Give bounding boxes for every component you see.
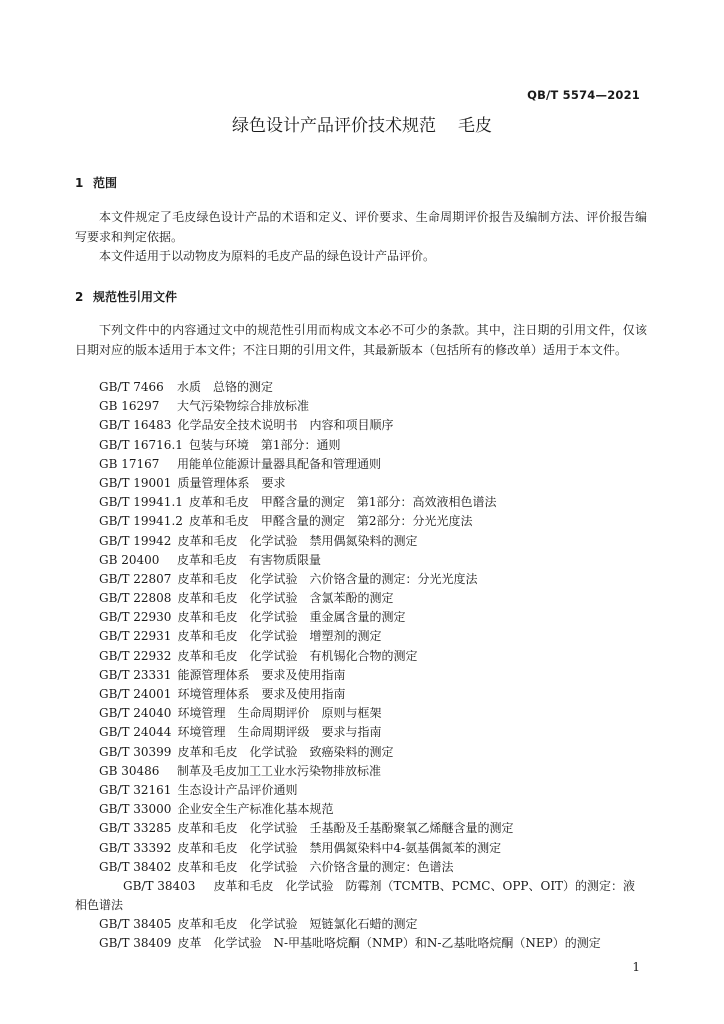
reference-item bbox=[75, 608, 647, 627]
section-1-number: 1 bbox=[75, 176, 84, 190]
reference-item bbox=[75, 877, 647, 915]
reference-item bbox=[75, 627, 647, 646]
reference-code: GB/T 38403 bbox=[123, 878, 196, 893]
reference-title: 企业安全生产标准化基本规范 bbox=[177, 802, 334, 817]
reference-code: GB 17167 bbox=[99, 456, 160, 471]
section-1-paragraph-1: 本文件规定了毛皮绿色设计产品的术语和定义、评价要求、生命周期评价报告及编制方法、评价报告编写要求和判定依据。 bbox=[75, 210, 647, 244]
reference-item bbox=[75, 934, 647, 953]
reference-title: 用能单位能源计量器具配备和管理通则 bbox=[177, 456, 382, 471]
section-1-paragraph-2: 本文件适用于以动物皮为原料的毛皮产品的绿色设计产品评价。 bbox=[99, 249, 436, 263]
reference-item bbox=[75, 743, 647, 762]
section-2-heading bbox=[75, 288, 177, 305]
reference-title: 制革及毛皮加工工业水污染物排放标准 bbox=[177, 763, 382, 778]
reference-code: GB/T 22932 bbox=[99, 648, 172, 663]
reference-title: 皮革 化学试验 N-甲基吡咯烷酮（NMP）和N-乙基吡咯烷酮（NEP）的测定 bbox=[177, 936, 601, 951]
reference-title: 皮革和毛皮 化学试验 含氯苯酚的测定 bbox=[177, 591, 394, 606]
section-2-number: 2 bbox=[75, 290, 84, 304]
reference-title: 皮革和毛皮 化学试验 增塑剂的测定 bbox=[177, 629, 382, 644]
reference-title: 皮革和毛皮 化学试验 短链氯化石蜡的测定 bbox=[177, 917, 418, 932]
reference-item bbox=[75, 704, 647, 723]
reference-code: GB 16297 bbox=[99, 399, 160, 414]
reference-code: GB/T 38405 bbox=[99, 917, 172, 932]
reference-code: GB/T 38402 bbox=[99, 859, 172, 874]
reference-code: GB/T 22931 bbox=[99, 629, 172, 644]
document-title bbox=[0, 111, 724, 136]
reference-item bbox=[75, 474, 647, 493]
reference-item bbox=[75, 493, 647, 512]
reference-item bbox=[75, 666, 647, 685]
reference-title: 水质 总铬的测定 bbox=[177, 380, 274, 394]
reference-title: 皮革和毛皮 化学试验 禁用偶氮染料的测定 bbox=[177, 533, 418, 548]
reference-item bbox=[75, 800, 647, 819]
reference-title: 环境管理 生命周期评级 要求与指南 bbox=[177, 725, 382, 740]
reference-code: GB/T 22808 bbox=[99, 591, 172, 606]
reference-code: GB/T 33000 bbox=[99, 802, 172, 817]
reference-title: 皮革和毛皮 化学试验 禁用偶氮染料中4-氨基偶氮苯的测定 bbox=[177, 840, 502, 855]
reference-title: 皮革和毛皮 有害物质限量 bbox=[177, 552, 322, 567]
section-1-heading bbox=[75, 174, 117, 191]
section-2-title: 规范性引用文件 bbox=[93, 290, 178, 304]
reference-item bbox=[75, 397, 647, 416]
reference-code: GB/T 22807 bbox=[99, 571, 172, 586]
reference-code: GB/T 24044 bbox=[99, 725, 172, 740]
reference-item bbox=[75, 723, 647, 742]
reference-code: GB/T 19941.1 bbox=[99, 495, 183, 510]
reference-title: 化学品安全技术说明书 内容和项目顺序 bbox=[177, 418, 394, 433]
reference-item bbox=[75, 455, 647, 474]
reference-title: 皮革和毛皮 化学试验 重金属含量的测定 bbox=[177, 610, 406, 625]
reference-title: 生态设计产品评价通则 bbox=[177, 782, 298, 797]
title-main: 绿色设计产品评价技术规范 bbox=[232, 116, 436, 136]
reference-code: GB/T 16483 bbox=[99, 418, 172, 433]
reference-title: 皮革和毛皮 化学试验 六价铬含量的测定：分光光度法 bbox=[177, 571, 478, 586]
reference-item bbox=[75, 762, 647, 781]
reference-item bbox=[75, 570, 647, 589]
reference-code: GB/T 30399 bbox=[99, 744, 172, 759]
reference-item bbox=[75, 416, 647, 435]
reference-item bbox=[75, 858, 647, 877]
reference-title: 皮革和毛皮 甲醛含量的测定 第2部分：分光光度法 bbox=[188, 514, 473, 529]
reference-title: 环境管理体系 要求及使用指南 bbox=[177, 687, 346, 701]
reference-code: GB 30486 bbox=[99, 763, 160, 778]
reference-title: 质量管理体系 要求 bbox=[177, 475, 286, 490]
reference-title: 皮革和毛皮 化学试验 致癌染料的测定 bbox=[177, 744, 394, 759]
reference-code: GB/T 22930 bbox=[99, 610, 172, 625]
reference-code: GB/T 33392 bbox=[99, 840, 172, 855]
standard-code: QB/T 5574—2021 bbox=[527, 88, 640, 102]
reference-code: GB/T 33285 bbox=[99, 821, 172, 836]
reference-item bbox=[75, 436, 647, 455]
reference-title: 皮革和毛皮 化学试验 壬基酚及壬基酚聚氧乙烯醚含量的测定 bbox=[177, 821, 514, 836]
reference-code: GB/T 7466 bbox=[99, 380, 164, 394]
reference-item bbox=[75, 589, 647, 608]
reference-code: GB/T 19001 bbox=[99, 475, 172, 490]
page-number: 1 bbox=[632, 960, 640, 974]
section-2-intro: 下列文件中的内容通过文中的规范性引用而构成文本必不可少的条款。其中，注日期的引用文件，仅该日期对应的版本适用于本文件；不注日期的引用文件，其最新版本（包括所有的修改单）适用于本文件。 bbox=[75, 323, 647, 357]
reference-code: GB/T 19941.2 bbox=[99, 514, 183, 529]
reference-list bbox=[75, 378, 647, 954]
reference-code: GB 20400 bbox=[99, 552, 160, 567]
reference-item bbox=[75, 378, 647, 397]
reference-title: 大气污染物综合排放标准 bbox=[177, 399, 310, 414]
reference-item bbox=[75, 915, 647, 934]
reference-title: 皮革和毛皮 化学试验 六价铬含量的测定：色谱法 bbox=[177, 859, 454, 874]
reference-code: GB/T 24001 bbox=[99, 687, 172, 701]
reference-title: 皮革和毛皮 甲醛含量的测定 第1部分：高效液相色谱法 bbox=[188, 495, 497, 510]
reference-title: 环境管理 生命周期评价 原则与框架 bbox=[177, 706, 382, 721]
reference-title: 皮革和毛皮 化学试验 有机锡化合物的测定 bbox=[177, 648, 418, 663]
reference-item bbox=[75, 839, 647, 858]
reference-title: 能源管理体系 要求及使用指南 bbox=[177, 667, 346, 682]
reference-item bbox=[75, 532, 647, 551]
reference-item bbox=[75, 685, 647, 704]
reference-item bbox=[75, 512, 647, 531]
reference-title: 包装与环境 第1部分：通则 bbox=[188, 437, 341, 452]
reference-item bbox=[75, 551, 647, 570]
reference-code: GB/T 16716.1 bbox=[99, 437, 183, 452]
title-sub: 毛皮 bbox=[458, 116, 492, 136]
reference-item bbox=[75, 647, 647, 666]
reference-code: GB/T 24040 bbox=[99, 706, 172, 721]
reference-code: GB/T 19942 bbox=[99, 533, 172, 548]
reference-item bbox=[75, 781, 647, 800]
reference-item bbox=[75, 819, 647, 838]
reference-code: GB/T 23331 bbox=[99, 667, 172, 682]
reference-title: 皮革和毛皮 化学试验 防霉剂（TCMTB、PCMC、OPP、OIT）的测定：液相色谱法 bbox=[75, 878, 636, 913]
section-1-title: 范围 bbox=[93, 176, 118, 190]
reference-code: GB/T 38409 bbox=[99, 936, 172, 951]
reference-code: GB/T 32161 bbox=[99, 782, 172, 797]
